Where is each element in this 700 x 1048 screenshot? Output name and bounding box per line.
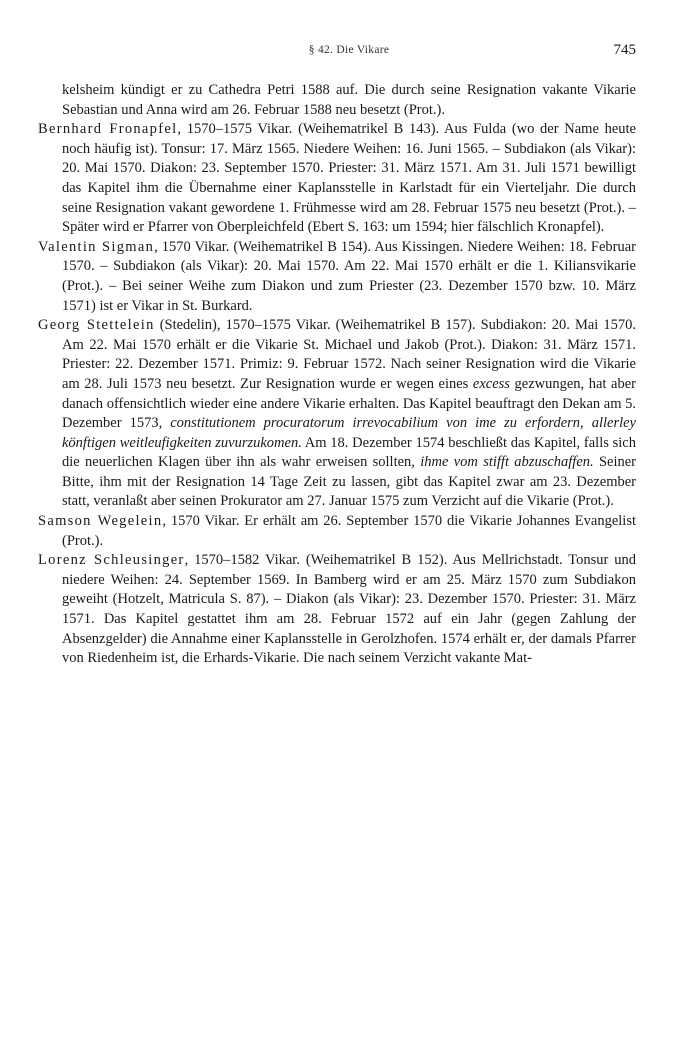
body-text <box>38 81 636 669</box>
page-header <box>62 44 636 64</box>
entry-name: Samson Wegelein <box>38 513 163 530</box>
latin-term: excess <box>472 375 510 392</box>
entry-georg-stettelein: Georg Stettelein (Stedelin), 1570–1575 Vikar. (Weihematrikel B 157). Subdiakon: 20. Mai 1570. Am 22. Mai 1570 erhält er die Vikarie St. Michael und Jakob (Prot.). Diakon: 31. März 1571. Priester: 22. Dezember 1571. Primiz: 9. Februar 1572. Nach seiner Resignation wird die Vikarie am 28. Juli 1573 neu besetzt. Zur Resignation wurde er wegen eines excess gezwungen, hat aber danach offensichtlich wieder eine andere Vikarie erhalten. Das Kapitel beauftragt den Dekan am 5. Dezember 1573, constitutionem procuratorum irrevocabilium von ime zu erfordern, allerley könftigen weitleufigkeiten zuvurzukomen. Am 18. Dezember 1574 beschließt das Kapitel, falls sich die neuerlichen Klagen über ihn als wahr erweisen sollten, ihme vom stifft abzuschaffen. Seiner Bitte, ihm mit der Resignation 14 Tage Zeit zu lassen, gibt das Kapitel zwar am 23. Dezember statt, veranlaßt aber seinen Prokurator am 27. Januar 1575 zum Verzicht auf die Vikarie (Prot.). <box>38 317 636 510</box>
entry-valentin-sigman: Valentin Sigman, 1570 Vikar. (Weihematrikel B 154). Aus Kissingen. Niedere Weihen: 18. Februar 1570. – Subdiakon (als Vikar): 20. Mai 1570. Am 22. Mai 1570 erhält er die 1. Kiliansvikarie (Prot.). – Bei seiner Weihe zum Diakon und zum Priester (23. Dezember 1570 bzw. 10. März 1571) ist er Vikar in St. Burkard. <box>38 238 636 314</box>
entry-name: Bernhard Fronapfel <box>38 121 178 138</box>
quotation: ihme vom stifft abzuschaffen. <box>420 454 594 471</box>
page-number: 745 <box>613 42 636 58</box>
entry-continuation: kelsheim kündigt er zu Cathedra Petri 1588 auf. Die durch seine Resignation vakante Vikarie Sebastian und Anna wird am 26. Februar 1588 neu besetzt (Prot.). <box>62 82 636 118</box>
entry-samson-wegelein: Samson Wegelein, 1570 Vikar. Er erhält am 26. September 1570 die Vikarie Johannes Evangelist (Prot.). <box>38 513 636 549</box>
quotation: constitutionem procuratorum irrevocabilium von ime zu erfordern, allerley könftigen weitleufigkeiten zuvurzukomen. <box>62 415 636 451</box>
entry-name: Georg Stettelein <box>38 317 155 334</box>
running-title: § 42. Die Vikare <box>308 44 390 56</box>
entry-bernhard-fronapfel: Bernhard Fronapfel, 1570–1575 Vikar. (Weihematrikel B 143). Aus Fulda (wo der Name heute noch häufig ist). Tonsur: 17. März 1565. Niedere Weihen: 16. Juni 1565. – Subdiakon (als Vikar): 20. Mai 1570. Diakon: 23. September 1570. Priester: 31. März 1571. Am 31. Juli 1571 bewilligt das Kapitel ihm die Übernahme einer Kaplansstelle in Karlstadt für ein Vierteljahr. Die durch seine Resignation vakant gewordene 1. Frühmesse wird am 28. Februar 1575 neu besetzt (Prot.). – Später wird er Pfarrer von Oberpleichfeld (Ebert S. 163: um 1594; hier fälschlich Kronapfel). <box>38 121 636 236</box>
entry-lorenz-schleusinger: Lorenz Schleusinger, 1570–1582 Vikar. (Weihematrikel B 152). Aus Mellrichstadt. Tonsur und niedere Weihen: 24. September 1569. In Bamberg wird er am 25. März 1570 zum Subdiakon geweiht (Hotzelt, Matricula S. 87). – Diakon (als Vikar): 23. Dezember 1570. Priester: 31. März 1571. Das Kapitel gestattet ihm am 28. Februar 1572 auf ein Jahr (gegen Zahlung der Absenzgelder) die Annahme einer Kaplansstelle in Gerolzhofen. 1574 erhält er, der damals Pfarrer von Riedenheim ist, die Erhards-Vikarie. Die nach seinem Verzicht vakante Mat- <box>38 552 636 667</box>
entry-name: Valentin Sigman <box>38 238 155 255</box>
entry-name: Lorenz Schleusinger <box>38 552 185 569</box>
